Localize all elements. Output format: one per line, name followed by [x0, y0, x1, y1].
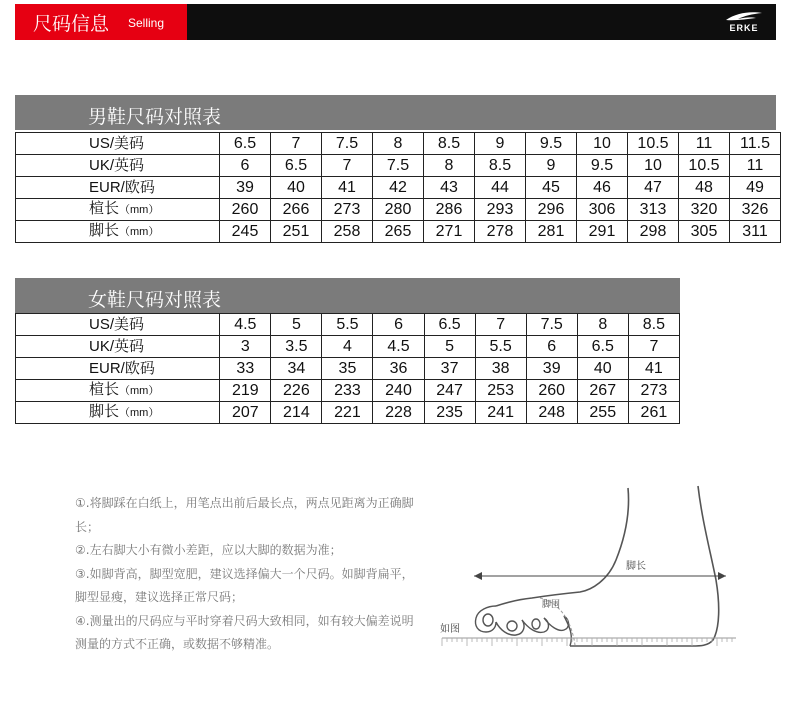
instep-label: 脚围	[542, 600, 561, 610]
size-cell: 41	[628, 358, 679, 380]
size-cell: 37	[424, 358, 475, 380]
size-cell: 306	[577, 199, 628, 221]
size-cell: 42	[373, 177, 424, 199]
foot-length-arrow	[474, 572, 726, 580]
size-cell: 248	[526, 402, 577, 424]
size-cell: 10.5	[679, 155, 730, 177]
size-cell: 326	[730, 199, 781, 221]
size-cell: 34	[271, 358, 322, 380]
size-cell: 4.5	[220, 314, 271, 336]
table-row	[16, 358, 680, 380]
size-cell: 7.5	[322, 133, 373, 155]
size-cell: 8	[373, 133, 424, 155]
size-cell: 241	[475, 402, 526, 424]
size-cell: 233	[322, 380, 373, 402]
size-cell: 45	[526, 177, 577, 199]
size-cell: 8.5	[475, 155, 526, 177]
row-label: 楦长（mm）	[16, 199, 220, 221]
size-cell: 39	[220, 177, 271, 199]
size-cell: 228	[373, 402, 424, 424]
row-label: US/美码	[16, 314, 220, 336]
size-cell: 281	[526, 221, 577, 243]
table-row	[16, 336, 680, 358]
size-cell: 235	[424, 402, 475, 424]
size-cell: 6.5	[271, 155, 322, 177]
size-cell: 7	[628, 336, 679, 358]
size-cell: 43	[424, 177, 475, 199]
size-cell: 47	[628, 177, 679, 199]
size-cell: 5.5	[475, 336, 526, 358]
size-cell: 286	[424, 199, 475, 221]
instruction-2: ②.左右脚大小有微小差距，应以大脚的数据为准；	[75, 543, 342, 557]
size-cell: 293	[475, 199, 526, 221]
example-label: 如图	[440, 624, 460, 635]
women-table-title: 女鞋尺码对照表	[88, 289, 222, 311]
table-row	[16, 155, 781, 177]
size-cell: 4	[322, 336, 373, 358]
size-cell: 5.5	[322, 314, 373, 336]
size-cell: 266	[271, 199, 322, 221]
size-cell: 5	[271, 314, 322, 336]
size-cell: 7	[271, 133, 322, 155]
instruction-3: ③.如脚背高，脚型宽肥，建议选择偏大一个尺码。如脚背扁平，脚型显瘦，建议选择正常尺码；	[75, 566, 414, 604]
size-cell: 260	[526, 380, 577, 402]
row-label: US/美码	[16, 133, 220, 155]
table-row	[16, 199, 781, 221]
size-cell: 39	[526, 358, 577, 380]
size-cell: 313	[628, 199, 679, 221]
size-cell: 4.5	[373, 336, 424, 358]
size-cell: 35	[322, 358, 373, 380]
size-cell: 40	[577, 358, 628, 380]
row-label: 楦长（mm）	[16, 380, 220, 402]
size-cell: 38	[475, 358, 526, 380]
instruction-4: ④.测量出的尺码应与平时穿着尺码大致相同，如有较大偏差说明测量的方式不正确，或数据不够精准。	[75, 613, 414, 651]
size-cell: 298	[628, 221, 679, 243]
row-label: EUR/欧码	[16, 177, 220, 199]
women-table-header	[15, 278, 680, 313]
size-cell: 9	[475, 133, 526, 155]
women-size-table	[15, 313, 680, 424]
row-label: 脚长（mm）	[16, 402, 220, 424]
size-cell: 6.5	[424, 314, 475, 336]
size-cell: 9.5	[577, 155, 628, 177]
size-cell: 207	[220, 402, 271, 424]
size-cell: 48	[679, 177, 730, 199]
size-cell: 6	[220, 155, 271, 177]
size-cell: 9.5	[526, 133, 577, 155]
size-cell: 11	[679, 133, 730, 155]
size-cell: 320	[679, 199, 730, 221]
size-cell: 40	[271, 177, 322, 199]
size-cell: 11	[730, 155, 781, 177]
size-cell: 7.5	[526, 314, 577, 336]
size-cell: 278	[475, 221, 526, 243]
size-cell: 260	[220, 199, 271, 221]
size-cell: 8	[577, 314, 628, 336]
size-cell: 8	[424, 155, 475, 177]
foot-measure-diagram	[430, 480, 770, 660]
size-cell: 255	[577, 402, 628, 424]
size-cell: 9	[526, 155, 577, 177]
bird-icon	[722, 10, 766, 24]
size-cell: 273	[628, 380, 679, 402]
size-cell: 311	[730, 221, 781, 243]
size-cell: 240	[373, 380, 424, 402]
size-cell: 46	[577, 177, 628, 199]
size-cell: 8.5	[628, 314, 679, 336]
size-cell: 253	[475, 380, 526, 402]
table-row	[16, 177, 781, 199]
instruction-1: ①.将脚踩在白纸上，用笔点出前后最长点，两点见距离为正确脚长；	[75, 496, 414, 534]
size-cell: 6.5	[577, 336, 628, 358]
size-cell: 219	[220, 380, 271, 402]
table-row	[16, 402, 680, 424]
table-row	[16, 314, 680, 336]
size-cell: 221	[322, 402, 373, 424]
men-size-table	[15, 132, 781, 243]
size-cell: 261	[628, 402, 679, 424]
size-cell: 245	[220, 221, 271, 243]
table-row	[16, 133, 781, 155]
size-cell: 8.5	[424, 133, 475, 155]
row-label: EUR/欧码	[16, 358, 220, 380]
size-cell: 3	[220, 336, 271, 358]
row-label: 脚长（mm）	[16, 221, 220, 243]
men-table-title: 男鞋尺码对照表	[88, 106, 222, 128]
brand-logo	[722, 10, 766, 36]
men-table-header	[15, 95, 776, 130]
size-cell: 44	[475, 177, 526, 199]
size-cell: 3.5	[271, 336, 322, 358]
size-cell: 296	[526, 199, 577, 221]
brand-name: ERKE	[729, 23, 759, 33]
size-cell: 10	[628, 155, 679, 177]
size-cell: 7	[322, 155, 373, 177]
size-cell: 247	[424, 380, 475, 402]
size-cell: 6.5	[220, 133, 271, 155]
size-cell: 7	[475, 314, 526, 336]
ruler	[442, 638, 736, 646]
size-cell: 41	[322, 177, 373, 199]
size-cell: 305	[679, 221, 730, 243]
table-row	[16, 221, 781, 243]
size-cell: 6	[373, 314, 424, 336]
size-cell: 10	[577, 133, 628, 155]
size-cell: 10.5	[628, 133, 679, 155]
size-cell: 258	[322, 221, 373, 243]
size-cell: 36	[373, 358, 424, 380]
size-cell: 226	[271, 380, 322, 402]
header-bar	[15, 4, 776, 40]
size-cell: 11.5	[730, 133, 781, 155]
size-cell: 33	[220, 358, 271, 380]
size-cell: 6	[526, 336, 577, 358]
row-label: UK/英码	[16, 155, 220, 177]
size-cell: 291	[577, 221, 628, 243]
measure-instructions	[75, 492, 425, 657]
size-cell: 280	[373, 199, 424, 221]
size-cell: 7.5	[373, 155, 424, 177]
size-cell: 214	[271, 402, 322, 424]
table-row	[16, 380, 680, 402]
page-subtitle: Selling	[128, 16, 165, 30]
foot-length-label: 脚长	[626, 561, 646, 572]
size-cell: 5	[424, 336, 475, 358]
row-label: UK/英码	[16, 336, 220, 358]
size-cell: 273	[322, 199, 373, 221]
size-cell: 265	[373, 221, 424, 243]
size-cell: 271	[424, 221, 475, 243]
size-cell: 49	[730, 177, 781, 199]
size-cell: 251	[271, 221, 322, 243]
page-title: 尺码信息	[33, 13, 110, 35]
size-cell: 267	[577, 380, 628, 402]
